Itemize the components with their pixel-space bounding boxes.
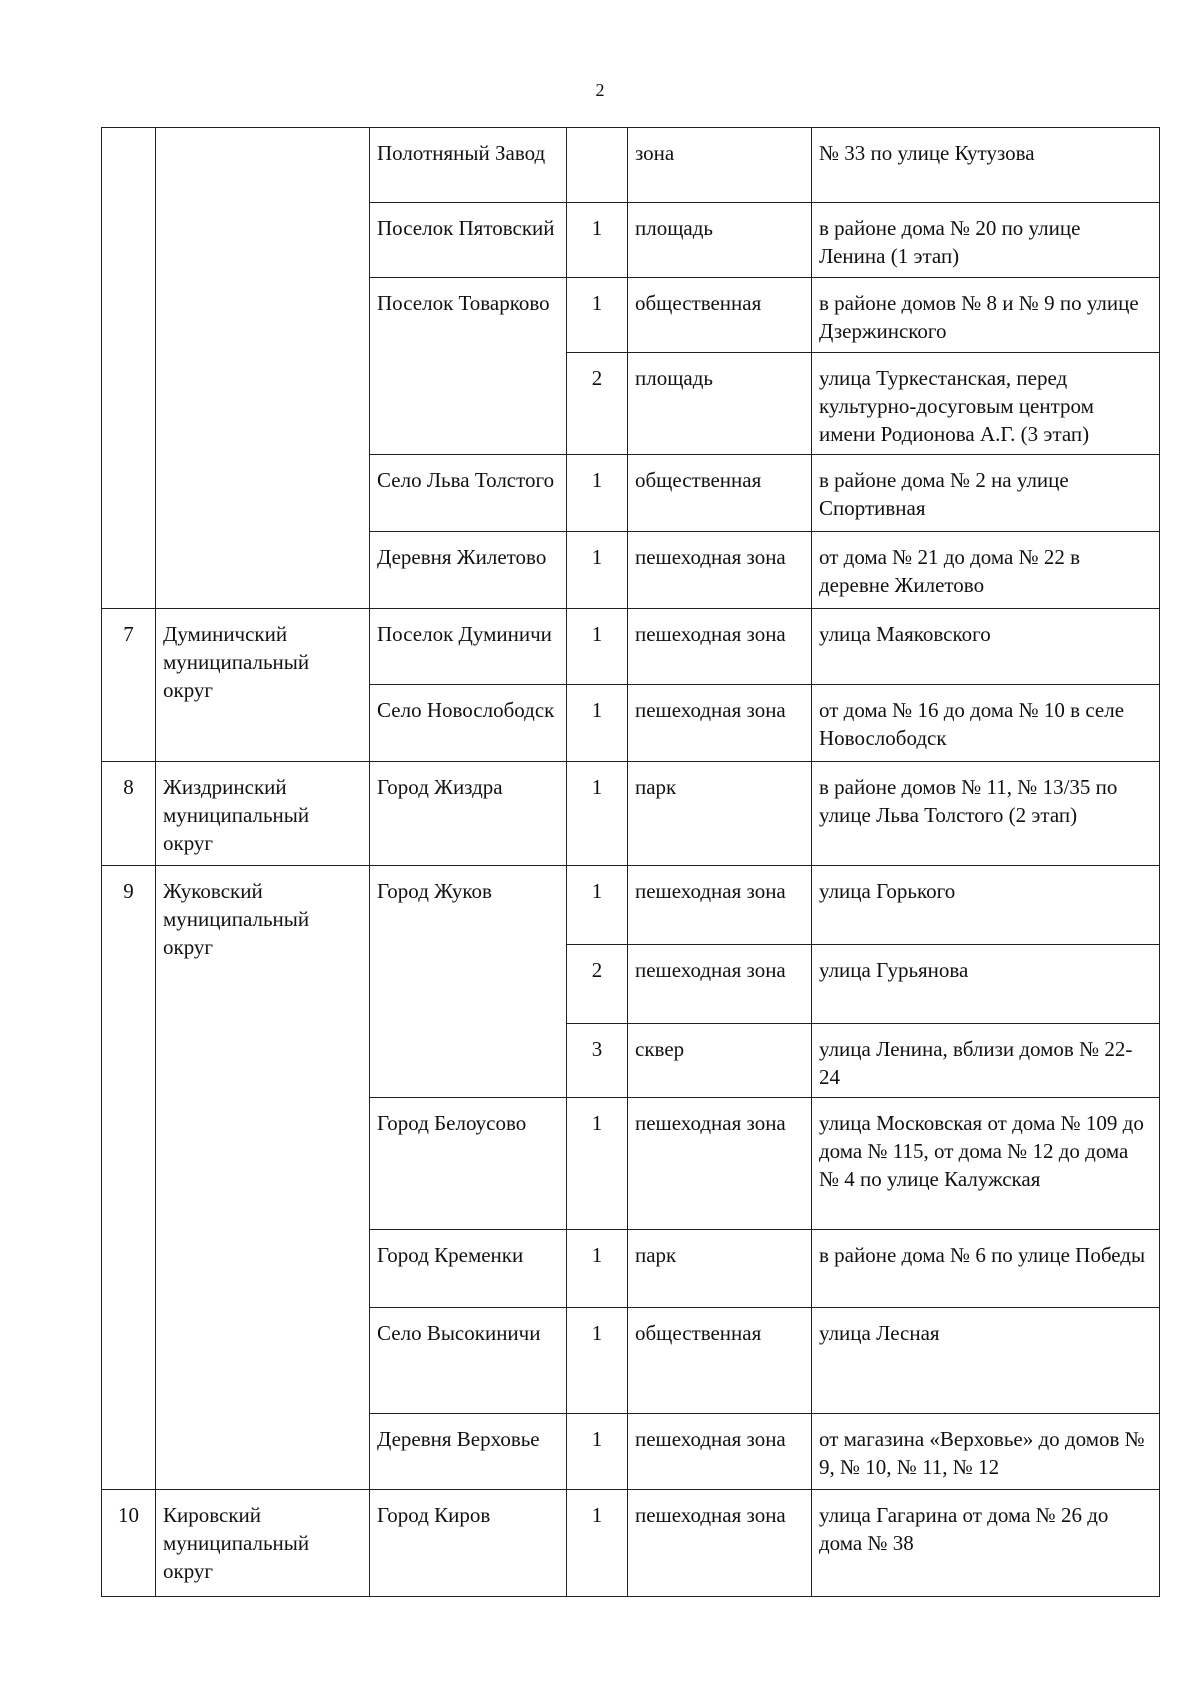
district-cell: Жиздринский муниципальный округ <box>156 762 370 866</box>
improvement-objects-table <box>101 127 1160 1597</box>
index-cell: 1 <box>567 1490 628 1597</box>
location-cell: в районе дома № 2 на улице Спортивная <box>812 455 1160 532</box>
settlement-cell: Город Белоусово <box>370 1098 567 1230</box>
location-cell: улица Горького <box>812 866 1160 945</box>
location-cell: улица Ленина, вблизи домов № 22-24 <box>812 1024 1160 1098</box>
settlement-cell: Деревня Жилетово <box>370 532 567 609</box>
location-cell: улица Туркестанская, перед культурно-досуговым центром имени Родионова А.Г. (3 этап) <box>812 353 1160 455</box>
object-type-cell: парк <box>628 1230 812 1308</box>
location-cell: в районе домов № 11, № 13/35 по улице Льва Толстого (2 этап) <box>812 762 1160 866</box>
district-cell: Думиничский муниципальный округ <box>156 609 370 762</box>
settlement-cell: Город Киров <box>370 1490 567 1597</box>
index-cell: 1 <box>567 1230 628 1308</box>
row-number-cell: 9 <box>102 866 156 1490</box>
index-cell: 1 <box>567 532 628 609</box>
settlement-cell: Деревня Верховье <box>370 1414 567 1490</box>
row-number-cell: 8 <box>102 762 156 866</box>
location-cell: улица Гурьянова <box>812 945 1160 1024</box>
object-type-cell: пешеходная зона <box>628 1490 812 1597</box>
object-type-cell: пешеходная зона <box>628 609 812 685</box>
settlement-cell: Город Кременки <box>370 1230 567 1308</box>
location-cell: № 33 по улице Кутузова <box>812 128 1160 203</box>
table-row <box>102 609 1160 685</box>
object-type-cell: сквер <box>628 1024 812 1098</box>
page-number: 2 <box>595 80 605 100</box>
object-type-cell: общественная <box>628 1308 812 1414</box>
settlement-cell: Село Новослободск <box>370 685 567 762</box>
object-type-cell: общественная <box>628 278 812 353</box>
table-row <box>102 128 1160 203</box>
index-cell: 1 <box>567 203 628 278</box>
object-type-cell: парк <box>628 762 812 866</box>
object-type-cell: пешеходная зона <box>628 1098 812 1230</box>
location-cell: в районе домов № 8 и № 9 по улице Дзержинского <box>812 278 1160 353</box>
location-cell: от магазина «Верховье» до домов № 9, № 10, № 11, № 12 <box>812 1414 1160 1490</box>
object-type-cell: пешеходная зона <box>628 945 812 1024</box>
location-cell: в районе дома № 20 по улице Ленина (1 этап) <box>812 203 1160 278</box>
index-cell: 1 <box>567 455 628 532</box>
table-row <box>102 866 1160 945</box>
location-cell: в районе дома № 6 по улице Победы <box>812 1230 1160 1308</box>
index-cell: 1 <box>567 866 628 945</box>
index-cell: 1 <box>567 278 628 353</box>
index-cell: 1 <box>567 1308 628 1414</box>
object-type-cell: площадь <box>628 203 812 278</box>
table-row <box>102 762 1160 866</box>
object-type-cell: пешеходная зона <box>628 1414 812 1490</box>
location-cell: улица Московская от дома № 109 до дома № 115, от дома № 12 до дома № 4 по улице Калужская <box>812 1098 1160 1230</box>
location-cell: от дома № 16 до дома № 10 в селе Новослободск <box>812 685 1160 762</box>
table-row <box>102 1490 1160 1597</box>
location-cell: от дома № 21 до дома № 22 в деревне Жилетово <box>812 532 1160 609</box>
index-cell: 3 <box>567 1024 628 1098</box>
index-cell: 2 <box>567 353 628 455</box>
row-number-cell: 10 <box>102 1490 156 1597</box>
row-number-cell: 7 <box>102 609 156 762</box>
index-cell <box>567 128 628 203</box>
district-cell <box>156 128 370 609</box>
settlement-cell: Город Жуков <box>370 866 567 1098</box>
settlement-cell: Поселок Думиничи <box>370 609 567 685</box>
location-cell: улица Лесная <box>812 1308 1160 1414</box>
index-cell: 1 <box>567 762 628 866</box>
settlement-cell: Поселок Пятовский <box>370 203 567 278</box>
index-cell: 1 <box>567 685 628 762</box>
object-type-cell: пешеходная зона <box>628 866 812 945</box>
location-cell: улица Маяковского <box>812 609 1160 685</box>
object-type-cell: зона <box>628 128 812 203</box>
settlement-cell: Поселок Товарково <box>370 278 567 455</box>
index-cell: 1 <box>567 609 628 685</box>
district-cell: Кировский муниципальный округ <box>156 1490 370 1597</box>
object-type-cell: пешеходная зона <box>628 685 812 762</box>
index-cell: 2 <box>567 945 628 1024</box>
row-number-cell <box>102 128 156 609</box>
object-type-cell: общественная <box>628 455 812 532</box>
settlement-cell: Село Льва Толстого <box>370 455 567 532</box>
object-type-cell: площадь <box>628 353 812 455</box>
index-cell: 1 <box>567 1414 628 1490</box>
location-cell: улица Гагарина от дома № 26 до дома № 38 <box>812 1490 1160 1597</box>
settlement-cell: Село Высокиничи <box>370 1308 567 1414</box>
index-cell: 1 <box>567 1098 628 1230</box>
district-cell: Жуковский муниципальный округ <box>156 866 370 1490</box>
settlement-cell: Полотняный Завод <box>370 128 567 203</box>
object-type-cell: пешеходная зона <box>628 532 812 609</box>
settlement-cell: Город Жиздра <box>370 762 567 866</box>
